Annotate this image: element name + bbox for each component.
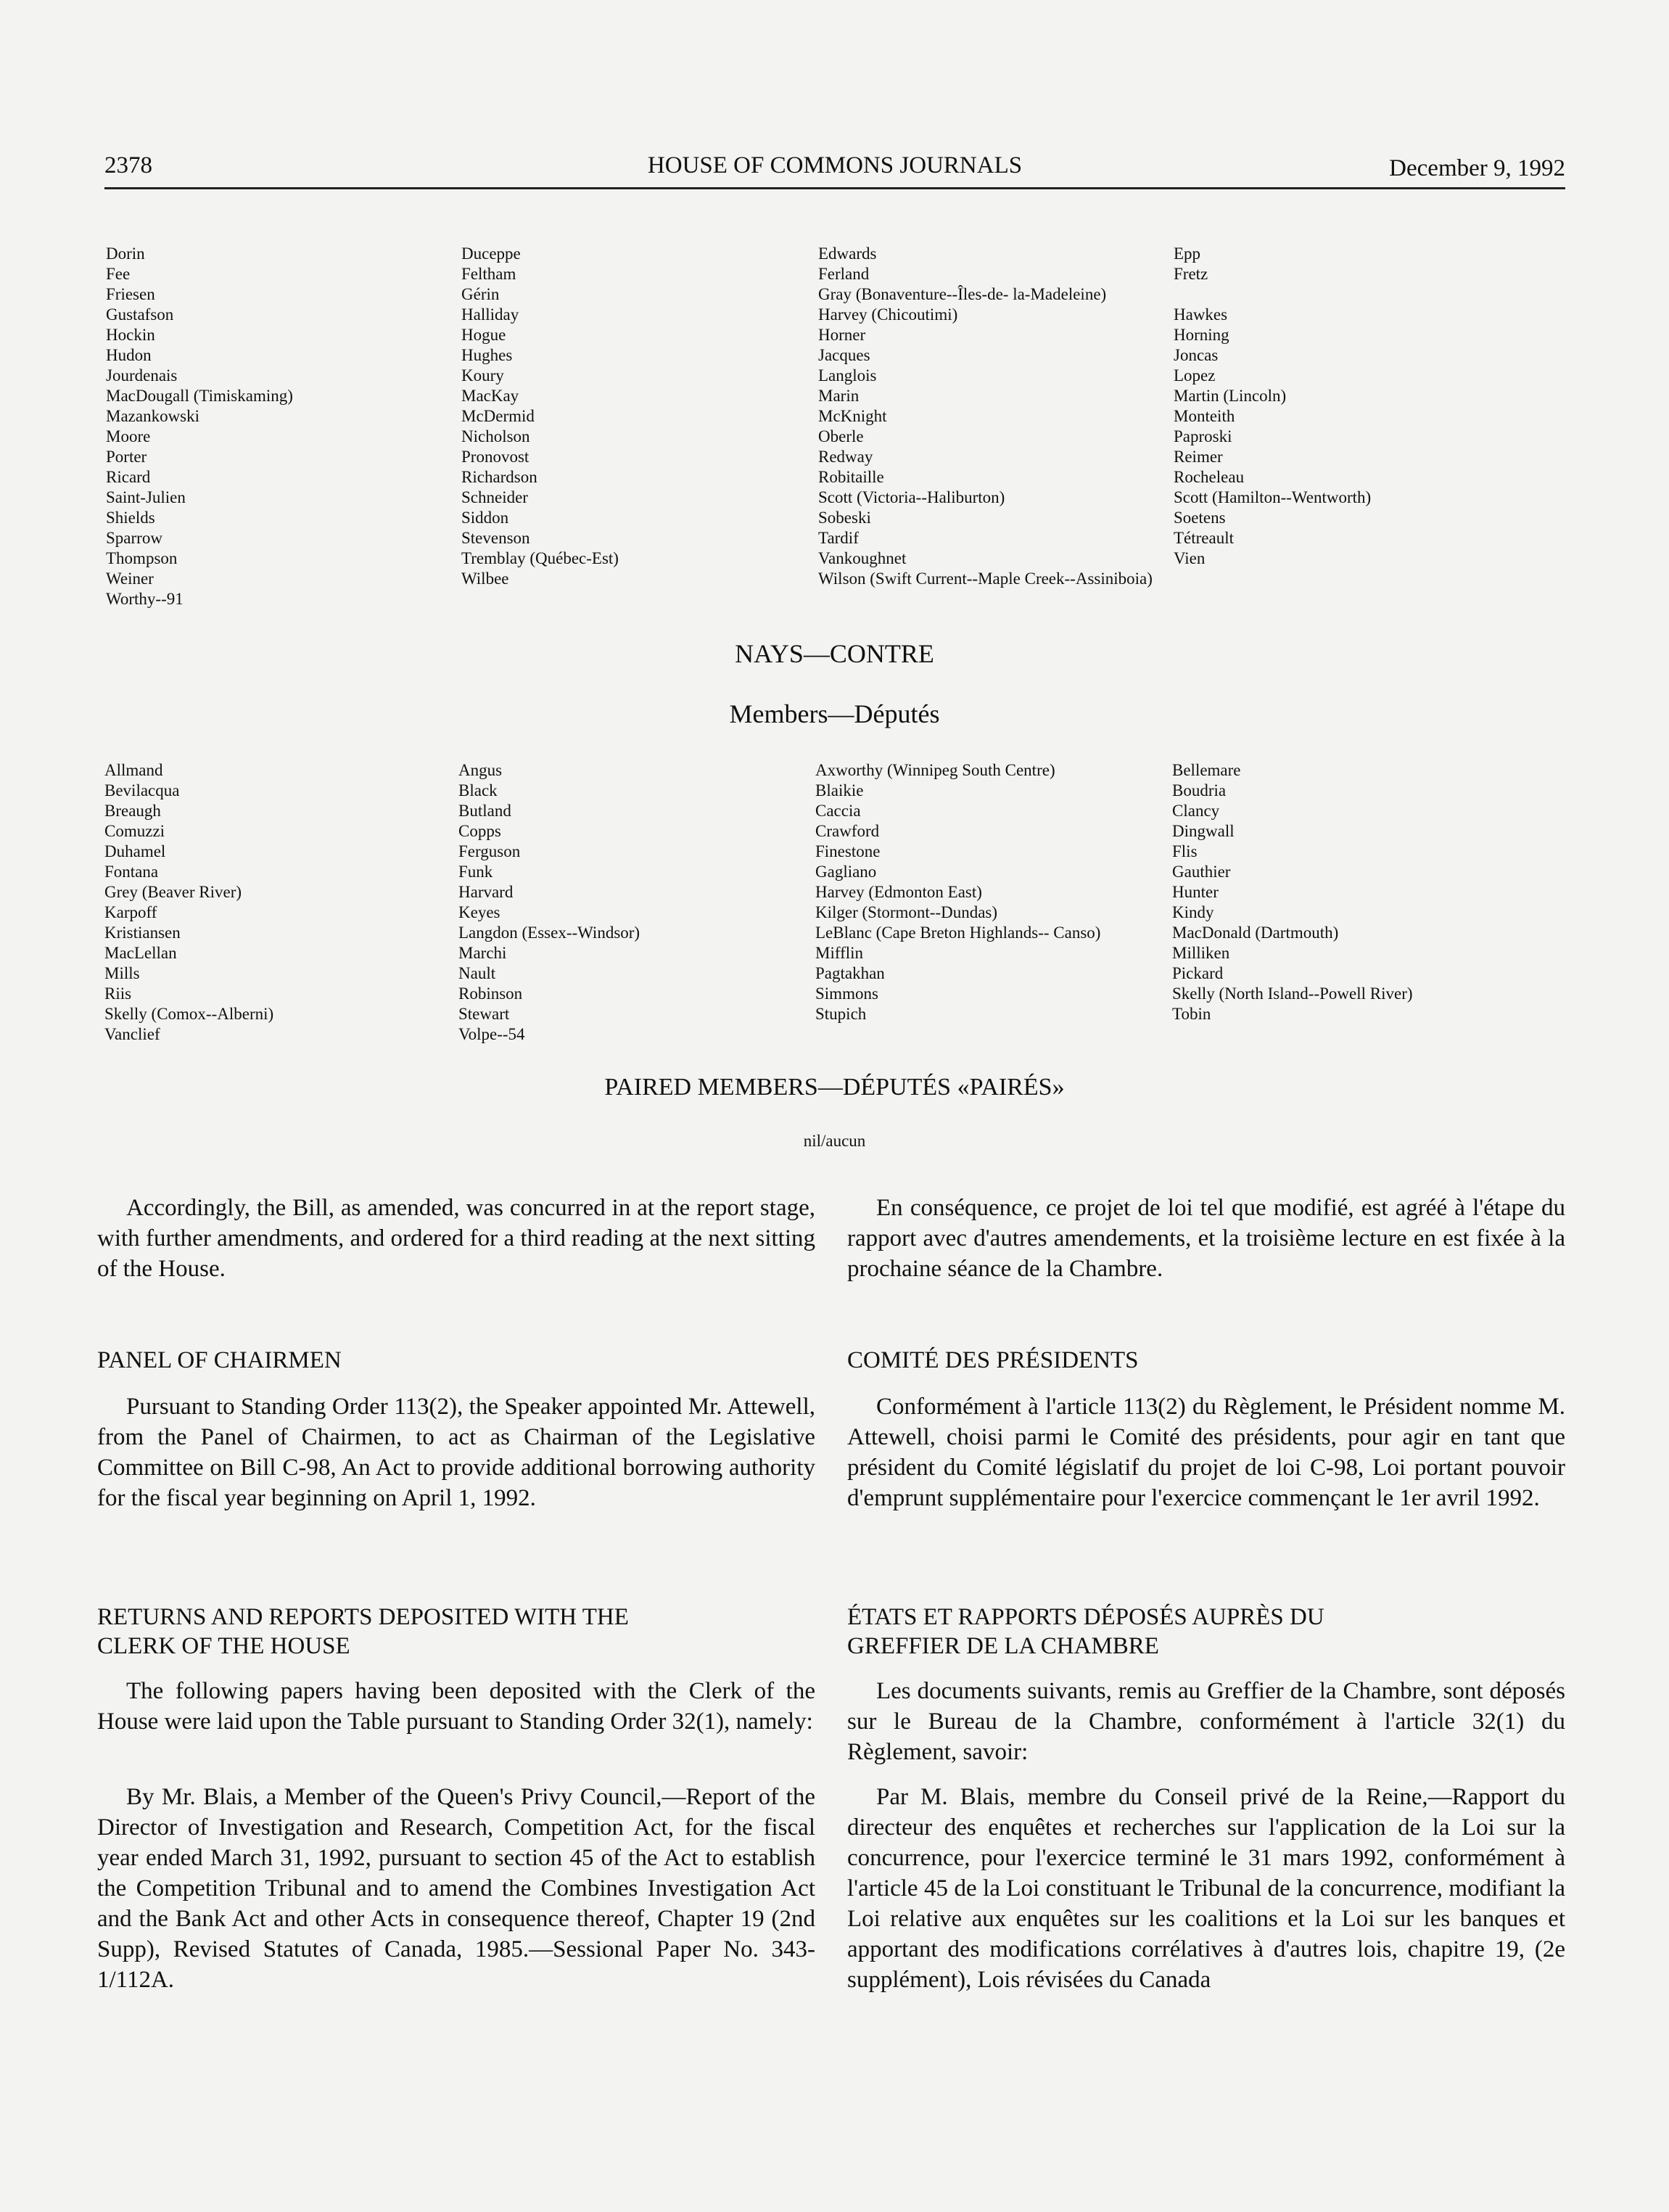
member-name: Friesen — [106, 285, 155, 303]
yeas-column-3 — [818, 244, 1153, 589]
member-name: Lopez — [1174, 366, 1216, 385]
member-name: Horner — [818, 326, 866, 344]
member-name: Grey (Beaver River) — [104, 883, 242, 901]
member-name: Vien — [1174, 549, 1206, 567]
member-name: Robinson — [458, 984, 523, 1003]
member-name: Milliken — [1172, 944, 1230, 962]
member-name: Skelly (North Island--Powell River) — [1172, 984, 1413, 1003]
nays-column-4 — [1172, 760, 1413, 1024]
member-name: Ferguson — [458, 842, 521, 860]
nays-column-3 — [815, 760, 1100, 1024]
member-name: MacKay — [461, 387, 519, 405]
member-name: Kindy — [1172, 903, 1214, 921]
accordingly-en: Accordingly, the Bill, as amended, was concurred in at the report stage, with further amendments, and ordered for a third reading at the next sitting of the House. — [97, 1195, 815, 1282]
member-name: Reimer — [1174, 448, 1223, 466]
journal-title: HOUSE OF COMMONS JOURNALS — [647, 152, 1023, 178]
member-name: Hogue — [461, 326, 506, 344]
member-name: Worthy--91 — [106, 590, 184, 608]
member-name: Marin — [818, 387, 860, 405]
panel-text-fr: Conformément à l'article 113(2) du Règlement, le Président nomme M. Attewell, choisi parmi le Comité des présidents, pour agir en tant que président du Comité législatif du projet de loi C-98, Loi portant pouvoir d'emprunt supplémentaire pour l'exercice commençant le 1er avril 1992. — [847, 1394, 1565, 1511]
member-name: Hudon — [106, 346, 152, 364]
blais-text-fr: Par M. Blais, membre du Conseil privé de la Reine,—Rapport du directeur des enquêtes et recherches sur l'application de la Loi sur la concurrence, pour l'exercice terminé le 31 mars 1992, conformément à l'article 45 de la Loi constituant le Tribunal de la concurrence, modifiant la Loi relative aux enquêtes sur les coalitions et la Loi sur les banques et apportant des modifications corrélatives à d'autres lois, chapitre 19, (2e supplément), Lois révisées du Canada — [847, 1784, 1565, 1993]
member-name: Gérin — [461, 285, 500, 303]
member-name: Caccia — [815, 802, 861, 820]
nays-heading: NAYS—CONTRE — [735, 639, 934, 668]
member-name: Thompson — [106, 549, 178, 567]
member-name: Keyes — [458, 903, 500, 921]
member-name: Martin (Lincoln) — [1174, 387, 1287, 405]
member-name: Porter — [106, 448, 147, 466]
returns-text-fr: Les documents suivants, remis au Greffier de la Chambre, sont déposés sur le Bureau de la Chambre, conformément à l'article 32(1) du Règlement, savoir: — [847, 1678, 1565, 1765]
member-name: Angus — [458, 761, 503, 779]
member-name: Skelly (Comox--Alberni) — [104, 1005, 274, 1023]
page-header — [104, 149, 1565, 189]
member-name: Nault — [458, 964, 496, 982]
member-name: Fee — [106, 265, 131, 283]
paired-none: nil/aucun — [803, 1132, 866, 1150]
member-name: MacDougall (Timiskaming) — [106, 387, 293, 405]
member-name: Stupich — [815, 1005, 867, 1023]
member-name: Marchi — [458, 944, 507, 962]
member-name: Tremblay (Québec-Est) — [461, 549, 619, 567]
returns-heading-fr-line2: GREFFIER DE LA CHAMBRE — [847, 1633, 1159, 1659]
returns-heading-en — [97, 1603, 629, 1661]
member-name: Langlois — [818, 366, 877, 385]
member-name: Funk — [458, 863, 493, 881]
member-name: Blaikie — [815, 781, 864, 799]
member-name: Duhamel — [104, 842, 166, 860]
member-name: Monteith — [1174, 407, 1235, 425]
member-name: Jourdenais — [106, 366, 178, 385]
member-name: Edwards — [818, 244, 877, 263]
member-name: Sparrow — [106, 529, 162, 547]
member-name: Moore — [106, 427, 151, 445]
yeas-column-4 — [1174, 244, 1371, 569]
member-name: Sobeski — [818, 509, 871, 527]
member-name: Soetens — [1174, 509, 1226, 527]
member-name: Harvard — [458, 883, 514, 901]
member-name: Bellemare — [1172, 761, 1241, 779]
nays-column-2 — [458, 760, 640, 1045]
member-name: Axworthy (Winnipeg South Centre) — [815, 761, 1055, 779]
member-name: Jacques — [818, 346, 870, 364]
member-name: Scott (Victoria--Haliburton) — [818, 488, 1005, 506]
member-name: Gustafson — [106, 305, 174, 324]
member-name: Hunter — [1172, 883, 1219, 901]
member-name: Pronovost — [461, 448, 529, 466]
member-name: Bevilacqua — [104, 781, 180, 799]
member-name: Mills — [104, 964, 140, 982]
member-name: Harvey (Chicoutimi) — [818, 305, 958, 324]
member-name: McKnight — [818, 407, 887, 425]
page-number: 2378 — [104, 152, 152, 178]
member-name: Dorin — [106, 244, 145, 263]
member-name: Duceppe — [461, 244, 521, 263]
member-name: Harvey (Edmonton East) — [815, 883, 982, 901]
member-name: Koury — [461, 366, 504, 385]
member-name: Mifflin — [815, 944, 864, 962]
panel-heading-en: PANEL OF CHAIRMEN — [97, 1347, 342, 1373]
member-name: Boudria — [1172, 781, 1227, 799]
member-name: Langdon (Essex--Windsor) — [458, 924, 640, 942]
member-name: Scott (Hamilton--Wentworth) — [1174, 488, 1372, 506]
member-name: Hockin — [106, 326, 155, 344]
member-name: Joncas — [1174, 346, 1219, 364]
paired-heading: PAIRED MEMBERS—DÉPUTÉS «PAIRÉS» — [604, 1074, 1065, 1101]
member-name: Vanclief — [104, 1025, 160, 1043]
member-name: Butland — [458, 802, 511, 820]
member-name: Shields — [106, 509, 155, 527]
yeas-column-1 — [106, 244, 293, 609]
member-name: Black — [458, 781, 498, 799]
member-name: Epp — [1174, 244, 1201, 263]
member-name: Paproski — [1174, 427, 1232, 445]
member-name: Kilger (Stormont--Dundas) — [815, 903, 998, 921]
member-name — [1174, 284, 1371, 305]
member-name: Breaugh — [104, 802, 161, 820]
member-name: Nicholson — [461, 427, 530, 445]
member-name: Dingwall — [1172, 822, 1235, 840]
member-name: Copps — [458, 822, 501, 840]
blais-text-en: By Mr. Blais, a Member of the Queen's Privy Council,—Report of the Director of Investigation and Research, Competition Act, for the fiscal year ended March 31, 1992, pursuant to section 45 of the Act to establish the Competition Tribunal and to amend the Combines Investigation Act and the Bank Act and other Acts in consequence thereof, Chapter 19 (2nd Supp), Revised Statutes of Canada, 1985.—Sessional Paper No. 343-1/112A. — [97, 1784, 815, 1993]
member-name: Pickard — [1172, 964, 1224, 982]
member-name: MacDonald (Dartmouth) — [1172, 924, 1339, 942]
member-name: Simmons — [815, 984, 878, 1003]
member-name: Oberle — [818, 427, 864, 445]
member-name: Hawkes — [1174, 305, 1228, 324]
member-name: Crawford — [815, 822, 880, 840]
member-name: Allmand — [104, 761, 163, 779]
member-name: MacLellan — [104, 944, 177, 962]
member-name: Richardson — [461, 468, 537, 486]
member-name: Flis — [1172, 842, 1198, 860]
member-name: Mazankowski — [106, 407, 200, 425]
member-name: Ricard — [106, 468, 151, 486]
member-name: Gauthier — [1172, 863, 1231, 881]
member-name: Schneider — [461, 488, 528, 506]
returns-text-en: The following papers having been deposited with the Clerk of the House were laid upon the Table pursuant to Standing Order 32(1), namely: — [97, 1678, 815, 1735]
member-name: Riis — [104, 984, 132, 1003]
member-name: LeBlanc (Cape Breton Highlands-- Canso) — [815, 924, 1101, 942]
returns-heading-en-line1: RETURNS AND REPORTS DEPOSITED WITH THE — [97, 1604, 629, 1630]
member-name: Feltham — [461, 265, 516, 283]
member-name: Gagliano — [815, 863, 877, 881]
nays-column-1 — [104, 760, 273, 1045]
member-name: Siddon — [461, 509, 509, 527]
member-name: Kristiansen — [104, 924, 181, 942]
yeas-column-2 — [461, 244, 619, 589]
member-name: Volpe--54 — [458, 1025, 525, 1043]
member-name: Robitaille — [818, 468, 884, 486]
member-name: Stevenson — [461, 529, 530, 547]
accordingly-fr: En conséquence, ce projet de loi tel que modifié, est agréé à l'étape du rapport avec d'autres amendements, et la troisième lecture en est fixée à la prochaine séance de la Chambre. — [847, 1195, 1565, 1282]
returns-heading-fr-line1: ÉTATS ET RAPPORTS DÉPOSÉS AUPRÈS DU — [847, 1604, 1324, 1630]
member-name: Fretz — [1174, 265, 1208, 283]
returns-heading-en-line2: CLERK OF THE HOUSE — [97, 1633, 350, 1659]
member-name: Pagtakhan — [815, 964, 885, 982]
member-name: Comuzzi — [104, 822, 165, 840]
panel-text-en: Pursuant to Standing Order 113(2), the Speaker appointed Mr. Attewell, from the Panel of Chairmen, to act as Chairman of the Legislative Committee on Bill C-98, An Act to provide additional borrowing authority for the fiscal year beginning on April 1, 1992. — [97, 1394, 815, 1511]
member-name: Saint-Julien — [106, 488, 186, 506]
member-name: Rocheleau — [1174, 468, 1245, 486]
member-name: Vankoughnet — [818, 549, 907, 567]
member-name: Tobin — [1172, 1005, 1211, 1023]
journal-date: December 9, 1992 — [1389, 155, 1565, 181]
member-name: Weiner — [106, 570, 154, 588]
member-name: Ferland — [818, 265, 870, 283]
member-name: Hughes — [461, 346, 513, 364]
member-name: Wilson (Swift Current--Maple Creek--Assiniboia) — [818, 570, 1153, 588]
member-name: Tétreault — [1174, 529, 1235, 547]
panel-heading-fr: COMITÉ DES PRÉSIDENTS — [847, 1347, 1139, 1373]
member-name: Tardif — [818, 529, 859, 547]
member-name: Clancy — [1172, 802, 1220, 820]
members-heading: Members—Députés — [729, 699, 940, 728]
member-name: Stewart — [458, 1005, 510, 1023]
member-name: Halliday — [461, 305, 519, 324]
member-name: Horning — [1174, 326, 1229, 344]
returns-heading-fr — [847, 1603, 1324, 1661]
member-name: Wilbee — [461, 570, 509, 588]
member-name: McDermid — [461, 407, 535, 425]
member-name: Fontana — [104, 863, 159, 881]
member-name: Karpoff — [104, 903, 157, 921]
member-name: Gray (Bonaventure--Îles-de- la-Madeleine) — [818, 285, 1107, 303]
member-name: Finestone — [815, 842, 881, 860]
member-name: Redway — [818, 448, 873, 466]
